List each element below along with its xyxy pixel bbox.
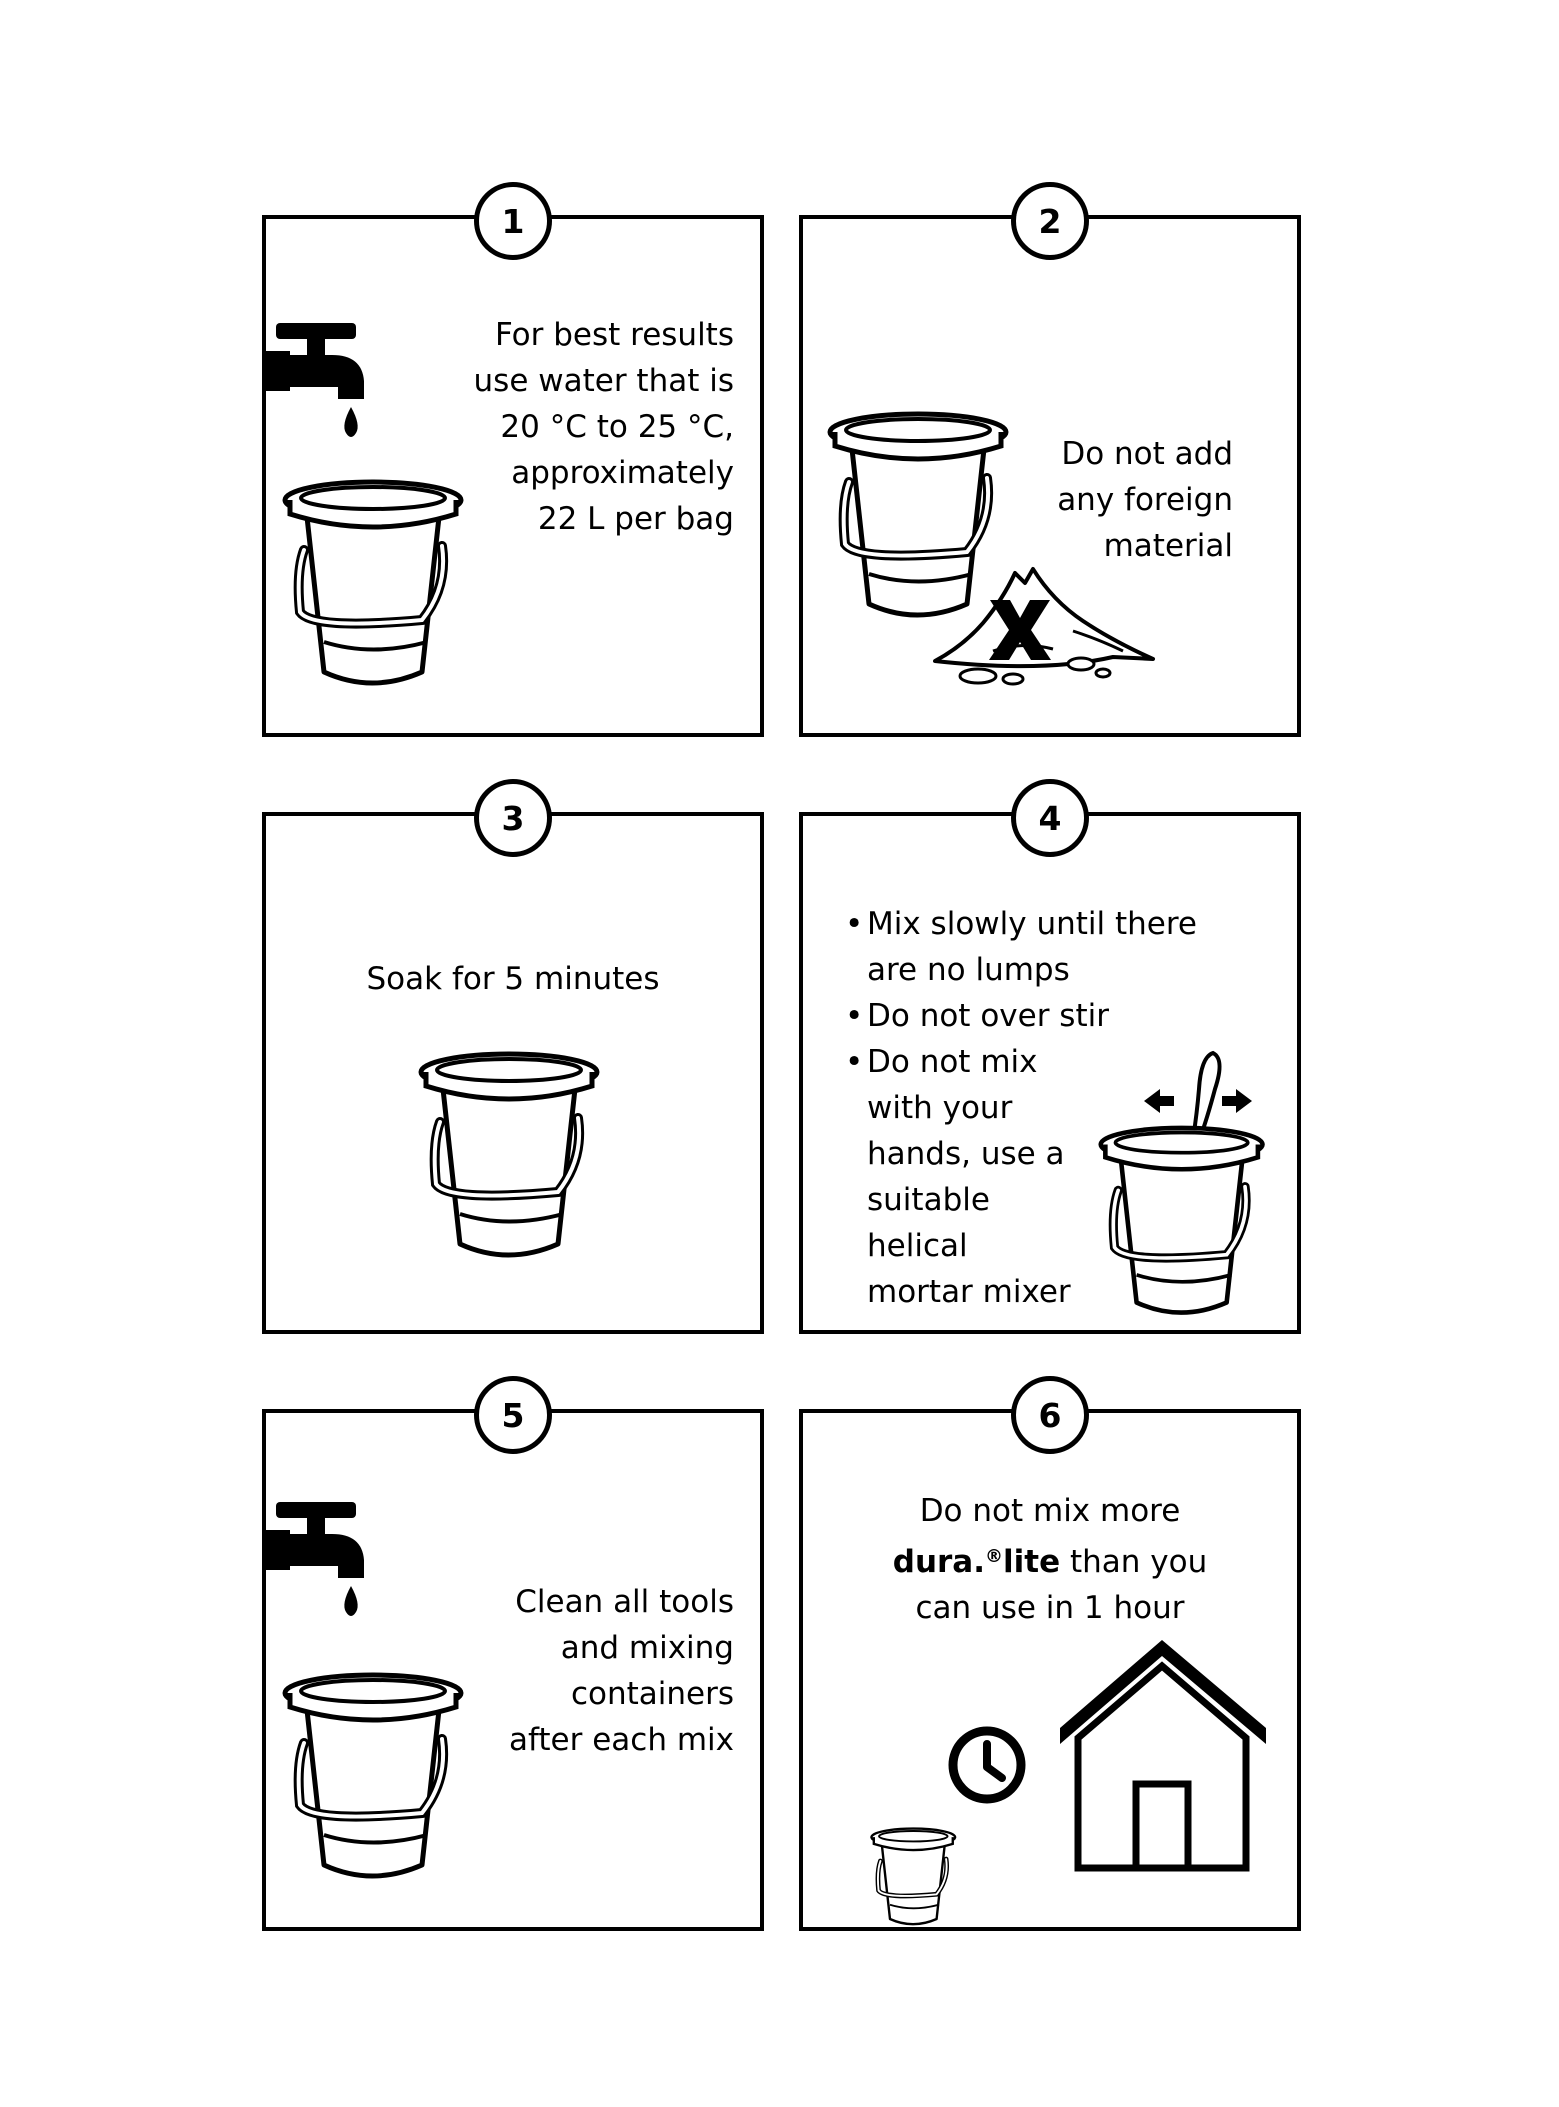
step-4-bullet-1: • Mix slowly until there are no lumps — [845, 901, 1255, 993]
tap-icon — [262, 299, 372, 449]
step-5-text: Clean all tools and mixing containers after each mix — [509, 1584, 734, 1758]
clock-icon — [946, 1724, 1028, 1806]
x-mark-icon — [985, 596, 1055, 664]
bucket-icon — [282, 1655, 467, 1890]
step-number-badge: 5 — [474, 1376, 552, 1454]
bucket-icon — [418, 1034, 603, 1269]
step-number-badge: 1 — [474, 182, 552, 260]
bucket-icon — [282, 462, 467, 697]
step-number-badge: 3 — [474, 779, 552, 857]
step-6-text-after: than you can use in 1 hour — [915, 1544, 1208, 1626]
brand-name: dura.®lite — [892, 1544, 1061, 1580]
step-4-bullet-3: • Do not mix with your hands, use a suitable helical mortar mixer — [845, 1039, 1077, 1315]
bucket-icon — [1098, 1109, 1268, 1326]
step-2-panel — [799, 201, 1301, 737]
step-3-text: Soak for 5 minutes — [366, 961, 660, 997]
tap-icon — [262, 1478, 372, 1628]
step-5-panel — [262, 1395, 764, 1931]
step-1-panel — [262, 201, 764, 737]
house-icon — [1056, 1636, 1271, 1876]
step-1-text: For best results use water that is 20 °C to 25 °C, approximately 22 L per bag — [473, 317, 734, 537]
step-number-badge: 4 — [1011, 779, 1089, 857]
step-6-text-before: Do not mix more — [919, 1493, 1181, 1529]
step-number-badge: 6 — [1011, 1376, 1089, 1454]
step-4-bullet-2: • Do not over stir — [845, 993, 1255, 1039]
step-number-badge: 2 — [1011, 182, 1089, 260]
step-2-text: Do not add any foreign material — [1057, 436, 1233, 564]
step-4-panel — [799, 798, 1301, 1334]
step-6-panel — [799, 1395, 1301, 1931]
bucket-icon — [870, 1819, 958, 1931]
step-3-panel — [262, 798, 764, 1334]
step-6-text — [863, 1488, 1237, 1631]
registered-mark: ® — [985, 1546, 1003, 1567]
